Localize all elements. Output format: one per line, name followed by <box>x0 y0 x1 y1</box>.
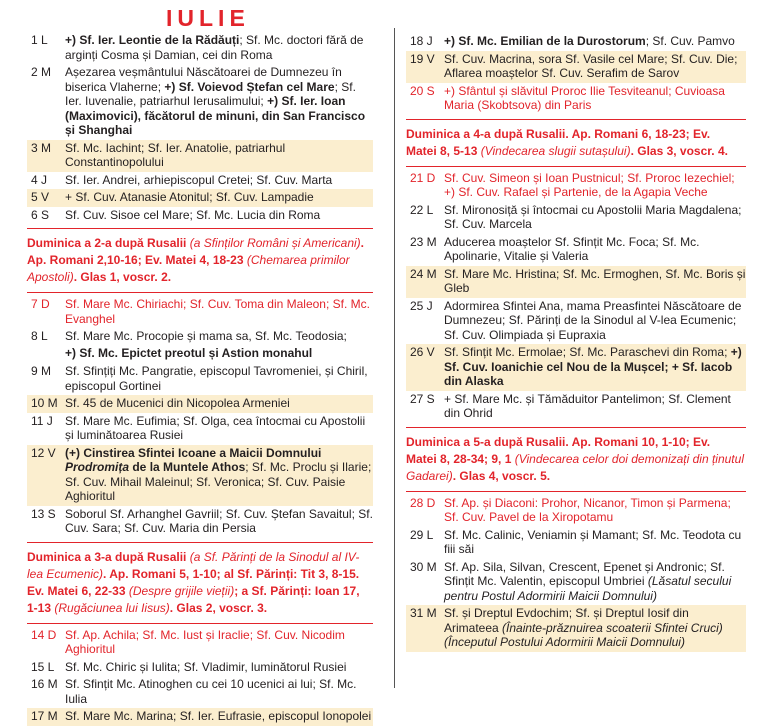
text-run: . Glas 1, voscr. 2. <box>73 270 172 284</box>
text-run: Sf. Mare Mc. Procopie și mama sa, Sf. Mc. Teodosia; <box>65 329 347 343</box>
text-run: Prodromița <box>65 460 130 474</box>
text-run: Sf. Mc. Chiric și Iulita; Sf. Vladimir, luminătorul Rusiei <box>65 659 347 674</box>
calendar-day-entry <box>406 83 746 115</box>
calendar-day-entry <box>27 207 373 225</box>
calendar-day-entry <box>27 189 373 207</box>
text-run: + Sf. Cuv. Atanasie Atonitul; Sf. Cuv. Lampadie <box>65 190 314 204</box>
day-label: 6 S <box>31 207 50 222</box>
sunday-readings-block <box>27 228 373 293</box>
calendar-day-entry <box>27 506 373 538</box>
sunday-readings-block <box>27 542 373 624</box>
day-label: 31 M <box>410 606 437 620</box>
month-title: IULIE <box>166 5 250 31</box>
day-label: 13 S <box>31 506 56 521</box>
text-run: Duminica a 5-a după Rusalii. Ap. Romani 10, 1-10; Ev. Matei 8, 28-34; 9, 1 <box>406 434 711 466</box>
calendar-day-entry <box>27 676 373 708</box>
calendar-day-entry <box>27 140 373 172</box>
text-run: . Ap. Romani 2,10-16; Ev. Matei 4, 18-23 <box>27 236 364 267</box>
saints-text <box>65 364 373 393</box>
left-column <box>27 32 373 726</box>
day-label: 24 M <box>410 266 437 281</box>
saints-text <box>444 34 746 49</box>
saints-text <box>444 299 746 343</box>
day-label: 7 D <box>31 297 50 311</box>
saints-text <box>65 33 373 62</box>
saints-text <box>444 560 746 604</box>
saints-subline <box>27 346 373 364</box>
saints-text <box>65 446 373 504</box>
text-run: Sf. Ap. și Diaconi: Prohor, Nicanor, Timon și Parmena; Sf. Cuv. Pavel de la Xiropotamu <box>444 495 731 524</box>
calendar-day-entry <box>406 234 746 266</box>
saints-text <box>444 528 746 557</box>
text-run: Sf. Mironosiță și întocmai cu Apostolii Maria Magdalena; Sf. Cuv. Marcela <box>444 202 742 231</box>
saints-text <box>65 507 373 536</box>
day-label: 3 M <box>31 140 52 155</box>
text-run: Sf. și Dreptul Evdochim; Sf. și Dreptul Iosif din Arimateea <box>444 606 689 635</box>
calendar-day-entry <box>27 32 373 64</box>
calendar-day-entry <box>406 170 746 202</box>
saints-text <box>65 329 373 344</box>
text-run: Sf. Mare Mc. Hristina; Sf. Mc. Ermoghen, Sf. Mc. Boris și Gleb <box>444 266 746 295</box>
saints-text <box>444 345 746 389</box>
saints-text <box>65 414 373 443</box>
text-run: Sf. Mare Mc. Chiriachi; Sf. Cuv. Toma din Maleon; Sf. Mc. Evanghel <box>65 297 370 326</box>
text-run: . Glas 3, voscr. 4. <box>630 143 728 158</box>
sunday-readings-block <box>406 119 746 167</box>
text-run: Sf. Mare Mc. Eufimia; Sf. Olga, cea întocmai cu Apostolii și luminătoarea Rusiei <box>65 413 366 442</box>
text-run: Duminica a 2-a după Rusalii <box>27 236 190 250</box>
saints-text <box>444 203 746 232</box>
text-run: (Vindecarea slugii sutașului) <box>480 143 631 158</box>
text-run: Sf. Cuv. Sisoe cel Mare; Sf. Mc. Lucia din Roma <box>65 207 321 222</box>
calendar-day-entry <box>406 495 746 527</box>
text-run: ; Sf. Cuv. Pamvo <box>645 34 735 48</box>
saints-text <box>65 208 373 223</box>
text-run: . Ap. Romani 5, 1-10; al Sf. Părinți: Tit 3, 8-15. Ev. Matei 6, 22-33 <box>27 566 360 598</box>
text-run: +) Sf. Mc. Emilian de la Durostorum <box>444 34 646 48</box>
text-run: + Sf. Mare Mc. și Tămăduitor Pantelimon; Sf. Clement din Ohrid <box>444 391 731 420</box>
day-label: 28 D <box>410 495 436 510</box>
day-label: 1 L <box>31 33 48 47</box>
text-run: Soborul Sf. Arhanghel Gavriil; Sf. Cuv. Ștefan Savaitul; Sf. Cuv. Sara; Sf. Cuv. Maria din Persia <box>65 506 373 535</box>
day-label: 26 V <box>410 345 435 359</box>
text-run: Sf. Mare Mc. Marina; Sf. Ier. Eufrasie, episcopul Ionopolei <box>65 709 372 723</box>
calendar-day-entry <box>27 363 373 395</box>
text-run: . Glas 4, voscr. 5. <box>452 468 551 483</box>
calendar-day-entry <box>406 344 746 391</box>
text-run: Sf. Mc. Iachint; Sf. Ier. Anatolie, patriarhul Constantinopolului <box>65 140 286 169</box>
calendar-day-entry <box>406 527 746 559</box>
sunday-readings-block <box>406 427 746 492</box>
text-run: Sf. Sfințit Mc. Ermolae; Sf. Mc. Paraschevi din Roma; <box>444 345 731 359</box>
calendar-day-entry <box>406 266 746 298</box>
saints-text <box>65 65 373 138</box>
text-run: de la Muntele Athos <box>129 460 246 474</box>
day-label: 17 M <box>31 709 58 723</box>
calendar-day-entry <box>406 298 746 345</box>
saints-text <box>65 660 373 675</box>
day-label: 30 M <box>410 559 437 574</box>
calendar-day-entry <box>27 659 373 677</box>
calendar-day-entry <box>27 445 373 506</box>
day-label: 23 M <box>410 234 437 249</box>
day-label: 21 D <box>410 170 436 185</box>
saints-text <box>444 171 746 200</box>
saints-text <box>444 84 746 113</box>
calendar-day-entry <box>406 605 746 652</box>
calendar-day-entry <box>406 391 746 423</box>
text-run: ; Sf. Ier. Iuvenalie, patriarhul Ierusalimului; <box>65 79 356 108</box>
saints-text <box>65 297 373 326</box>
day-label: 9 M <box>31 364 52 378</box>
text-run: (a Sfinților Români și Americani) <box>189 236 361 250</box>
text-run: +) Sf. Ier. Leontie de la Rădăuți <box>65 33 240 47</box>
text-run: . Glas 2, voscr. 3. <box>169 600 268 615</box>
saints-text <box>65 709 373 724</box>
calendar-day-entry <box>27 328 373 346</box>
day-label: 20 S <box>410 83 435 98</box>
saints-text <box>444 392 746 421</box>
text-run: (Vindecarea celor doi demonizați din ținutul Gadarei) <box>406 451 744 483</box>
day-label: 16 M <box>31 677 58 691</box>
day-label: 22 L <box>410 202 434 217</box>
column-divider <box>394 28 395 688</box>
saints-text <box>65 141 373 170</box>
text-run: (Înainte-prăznuirea scoaterii Sfintei Cruci) (Începutul Postului Adormirii Maicii Domnului) <box>444 620 723 649</box>
text-run: (Lăsatul secului pentru Postul Adormirii Maicii Domnului) <box>444 574 732 603</box>
text-run: Sf. Ier. Andrei, arhiepiscopul Cretei; Sf. Cuv. Marta <box>65 172 333 187</box>
saints-text <box>65 173 373 188</box>
text-run: +) Sf. Cuv. Ioanichie cel Nou de la Mușcel; + Sf. Iacob din Alaska <box>444 345 742 388</box>
calendar-day-entry <box>27 172 373 190</box>
text-run: Sf. Cuv. Macrina, sora Sf. Vasile cel Mare; Sf. Cuv. Die; Aflarea moaștelor Sf. Cuv. Serafim de Sarov <box>444 51 738 80</box>
day-label: 25 J <box>410 298 433 313</box>
text-run: (+) Cinstirea Sfintei Icoane a Maicii Domnului <box>65 445 322 460</box>
text-run: (Rugăciunea lui Iisus) <box>54 600 170 615</box>
saints-text <box>65 677 373 706</box>
text-run: Sf. Sfințit Mc. Atinoghen cu cei 10 ucenici ai lui; Sf. Mc. Iulia <box>65 677 357 706</box>
text-run: ; Sf. Mc. doctori fără de arginți Cosma și Damian, cei din Roma <box>65 33 364 62</box>
saints-text <box>65 190 373 205</box>
text-run: Sf. Cuv. Simeon și Ioan Pustnicul; Sf. Proroc Iezechiel; +) Sf. Cuv. Rafael și Partenie, de la Agapia Veche <box>444 170 735 199</box>
text-run: Adormirea Sfintei Ana, mama Preasfintei Născătoare de Dumnezeu; Sf. Părinți de la Sinodul al V-lea Ecumenic; Sf. Cuv. Olimpiada și Eupraxia <box>444 298 742 342</box>
day-label: 12 V <box>31 445 56 460</box>
text-run: Duminica a 4-a după Rusalii. Ap. Romani 6, 18-23; Ev. Matei 8, 5-13 <box>406 126 711 158</box>
calendar-day-entry <box>27 395 373 413</box>
calendar-day-entry <box>27 296 373 328</box>
text-run: Sf. 45 de Mucenici din Nicopolea Armeniei <box>65 396 290 410</box>
day-label: 18 J <box>410 34 433 48</box>
text-run: Așezarea veșmântului Născătoarei de Dumnezeu în biserica Vlaherne; <box>65 65 342 94</box>
saints-text <box>444 496 746 525</box>
text-run: ; a Sf. Părinți: Ioan 17, 1-13 <box>27 583 360 615</box>
saints-text <box>65 628 373 657</box>
day-label: 5 V <box>31 190 50 204</box>
saints-text <box>444 235 746 264</box>
text-run: Sf. Ap. Sila, Silvan, Crescent, Epenet și Andronic; Sf. Sfințit Mc. Valentin, episcopul Umbriei <box>444 559 725 588</box>
saints-text <box>444 606 746 650</box>
text-run: (Despre grijile vieții) <box>128 583 235 598</box>
text-run: Sf. Mc. Calinic, Veniamin și Mamant; Sf. Mc. Teodota cu fiii săi <box>444 527 742 556</box>
right-column <box>406 33 746 652</box>
calendar-day-entry <box>27 708 373 726</box>
calendar-day-entry <box>406 559 746 606</box>
text-run: (a Sf. Părinți de la Sinodul al IV-lea Ecumenic) <box>27 549 360 581</box>
text-run: (Chemarea primilor Apostoli) <box>27 253 350 284</box>
day-label: 10 M <box>31 396 58 410</box>
day-label: 15 L <box>31 659 55 674</box>
day-label: 29 L <box>410 527 434 542</box>
text-run: +) Sf. Voievod Ștefan cel Mare <box>164 79 335 94</box>
text-run: Sf. Sfințiți Mc. Pangratie, episcopul Tavromeniei, și Chiril, episcopul Gortinei <box>65 364 368 393</box>
calendar-day-entry <box>406 33 746 51</box>
text-run: Duminica a 3-a după Rusalii <box>27 549 190 564</box>
calendar-day-entry <box>27 413 373 445</box>
text-run: Aducerea moaștelor Sf. Sfințit Mc. Foca; Sf. Mc. Apolinarie, Vitalie și Valeria <box>444 234 700 263</box>
text-run: ; Sf. Mc. Proclu și Ilarie; Sf. Cuv. Mihail Maleinul; Sf. Veronica; Sf. Cuv. Paisie Aghioritul <box>65 460 372 503</box>
calendar-day-entry <box>406 202 746 234</box>
saints-text <box>444 52 746 81</box>
text-run: +) Sf. Mc. Epictet preotul și Astion monahul <box>65 345 313 360</box>
text-run: +) Sf. Ier. Ioan (Maximovici), făcătorul de minuni, din San Francisco și Shanghai <box>65 94 366 137</box>
saints-text <box>444 267 746 296</box>
day-label: 2 M <box>31 65 52 79</box>
day-label: 11 J <box>31 413 53 428</box>
saints-text <box>65 396 373 411</box>
day-label: 14 D <box>31 627 57 642</box>
day-label: 8 L <box>31 329 48 343</box>
calendar-day-entry <box>27 64 373 140</box>
text-run: +) Sfântul și slăvitul Proroc Ilie Tesviteanul; Cuvioasa Maria (Skobtsova) din Paris <box>444 83 725 112</box>
text-run: Sf. Ap. Achila; Sf. Mc. Iust și Iraclie; Sf. Cuv. Nicodim Aghioritul <box>65 627 345 656</box>
calendar-day-entry <box>406 51 746 83</box>
calendar-day-entry <box>27 627 373 659</box>
day-label: 19 V <box>410 51 435 66</box>
day-label: 27 S <box>410 391 435 406</box>
day-label: 4 J <box>31 172 48 187</box>
